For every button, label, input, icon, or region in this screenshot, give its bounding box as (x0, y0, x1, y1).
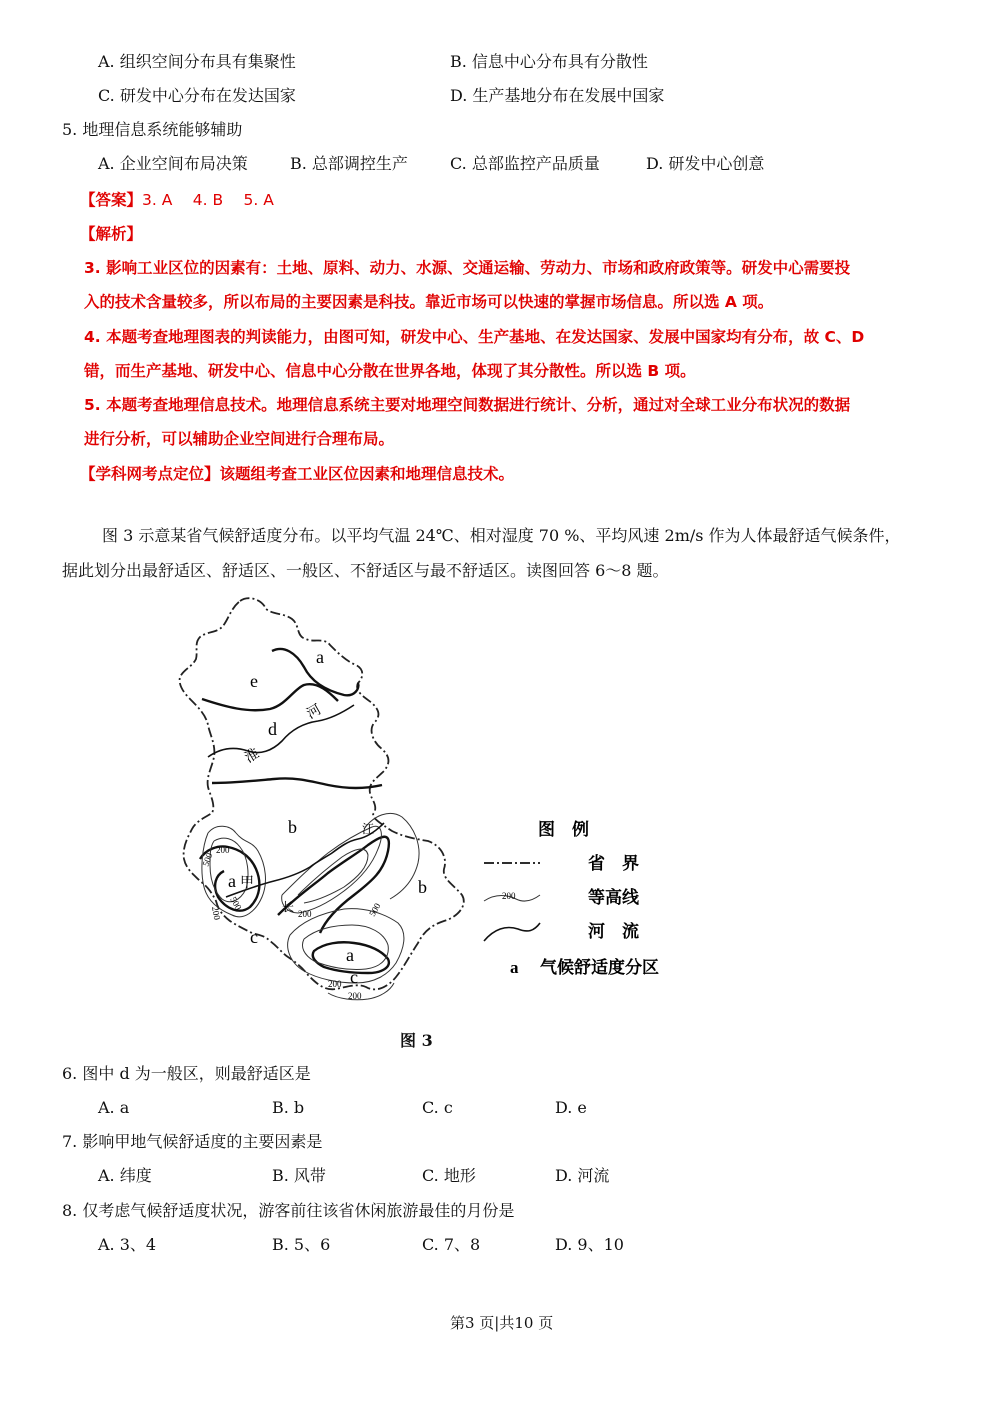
legend-zone-label: 气候舒适度分区 (540, 958, 659, 978)
contour-value-4: 500 (228, 895, 244, 912)
river-label-he: 河 (304, 701, 325, 723)
analysis-line-6: 进行分析，可以辅助企业空间进行合理布局。 (84, 430, 395, 448)
q6-option-a: A. a (98, 1098, 130, 1117)
q7-option-a: A. 纬度 (98, 1166, 152, 1185)
q8-option-c: C. 7、8 (422, 1235, 481, 1254)
zone-label-c2: c (350, 967, 358, 987)
q5-option-c: C. 总部监控产品质量 (450, 154, 600, 173)
legend-zone-symbol: a (510, 958, 519, 977)
analysis-line-2: 入的技术含量较多，所以布局的主要因素是科技。靠近市场可以快速的掌握市场信息。所以选 A 项。 (84, 293, 774, 311)
climate-comfort-map (178, 595, 688, 1025)
legend-river-label: 河 流 (588, 922, 639, 942)
q7-option-c: C. 地形 (422, 1166, 476, 1185)
legend-river-symbol (484, 923, 540, 941)
q5-option-a: A. 企业空间布局决策 (98, 154, 248, 173)
zone-label-c1: c (250, 927, 258, 947)
contour-value-5: 200 (298, 909, 312, 919)
q8-option-b: B. 5、6 (272, 1235, 331, 1254)
zone-boundary-db (212, 778, 382, 788)
intro-line-2: 据此划分出最舒适区、舒适区、一般区、不舒适区与最不舒适区。读图回答 6～8 题。 (62, 561, 669, 580)
q8-option-a: A. 3、4 (98, 1235, 157, 1254)
q4-option-d: D. 生产基地分布在发展中国家 (450, 86, 665, 105)
contour-value-3: 200 (210, 905, 223, 921)
q6-option-d: D. e (555, 1098, 587, 1117)
river-label-chang: 长 (282, 900, 295, 914)
legend-boundary-label: 省 界 (588, 854, 639, 874)
q7-option-b: B. 风带 (272, 1166, 326, 1185)
q4-option-c: C. 研发中心分布在发达国家 (98, 86, 296, 105)
answer-text: 3. A 4. B 5. A (142, 191, 274, 209)
page-footer: 第3 页|共10 页 (450, 1314, 554, 1332)
place-jia: 甲 (240, 875, 254, 891)
q5-option-b: B. 总部调控生产 (290, 154, 408, 173)
q4-option-a: A. 组织空间分布具有集聚性 (98, 52, 296, 71)
zone-label-d: d (268, 719, 277, 739)
q8-option-d: D. 9、10 (555, 1235, 624, 1254)
zone-label-e: e (250, 671, 258, 691)
river-huai (208, 705, 354, 757)
intro-line-1: 图 3 示意某省气候舒适度分布。以平均气温 24℃、相对湿度 70 %、平均风速 2m/s 作为人体最舒适气候条件， (102, 526, 901, 545)
q4-option-b: B. 信息中心分布具有分散性 (450, 52, 648, 71)
q5-stem: 5. 地理信息系统能够辅助 (62, 120, 243, 139)
contour-value-6: 500 (367, 901, 383, 918)
analysis-label: 【解析】 (80, 225, 143, 243)
contour-value-1: 200 (216, 845, 230, 855)
answer-label: 【答案】 (80, 191, 143, 209)
q7-stem: 7. 影响甲地气候舒适度的主要因素是 (62, 1132, 323, 1151)
zone-label-a2: a (228, 871, 236, 891)
zone-label-a3: a (346, 945, 354, 965)
q6-option-c: C. c (422, 1098, 453, 1117)
legend-title: 图 例 (538, 820, 589, 840)
legend-contour-label: 等高线 (588, 888, 639, 908)
contour-value-8: 200 (348, 991, 362, 1001)
answer-line (80, 190, 274, 210)
q6-stem: 6. 图中 d 为一般区，则最舒适区是 (62, 1064, 311, 1083)
zone-label-b2: b (418, 877, 427, 897)
analysis-line-3: 4. 本题考查地理图表的判读能力，由图可知，研发中心、生产基地、在发达国家、发展中国家均有分布，故 C、D (84, 328, 865, 346)
zone-label-a1: a (316, 647, 324, 667)
q8-stem: 8. 仅考虑气候舒适度状况，游客前往该省休闲旅游最佳的月份是 (62, 1201, 515, 1220)
contour-value-2: 500 (200, 851, 215, 868)
legend-contour-value: 200 (502, 891, 516, 901)
q6-option-b: B. b (272, 1098, 305, 1117)
zone-label-b1: b (288, 817, 297, 837)
contour-value-7: 200 (328, 979, 342, 989)
river-label-huai: 淮 (242, 745, 263, 767)
q5-option-d: D. 研发中心创意 (646, 154, 765, 173)
analysis-line-1: 3. 影响工业区位的因素有：土地、原料、动力、水源、交通运输、劳动力、市场和政府政策等。研发中心需要投 (84, 259, 851, 277)
kaodian-line: 【学科网考点定位】该题组考查工业区位因素和地理信息技术。 (80, 465, 515, 483)
river-label-jiang: 江 (362, 822, 375, 836)
q7-option-d: D. 河流 (555, 1166, 610, 1185)
analysis-line-5: 5. 本题考查地理信息技术。地理信息系统主要对地理空间数据进行统计、分析，通过对全球工业分布状况的数据 (84, 396, 851, 414)
analysis-line-4: 错，而生产基地、研发中心、信息中心分散在世界各地，体现了其分散性。所以选 B 项。 (84, 362, 696, 380)
figure-caption: 图 3 (400, 1031, 433, 1050)
